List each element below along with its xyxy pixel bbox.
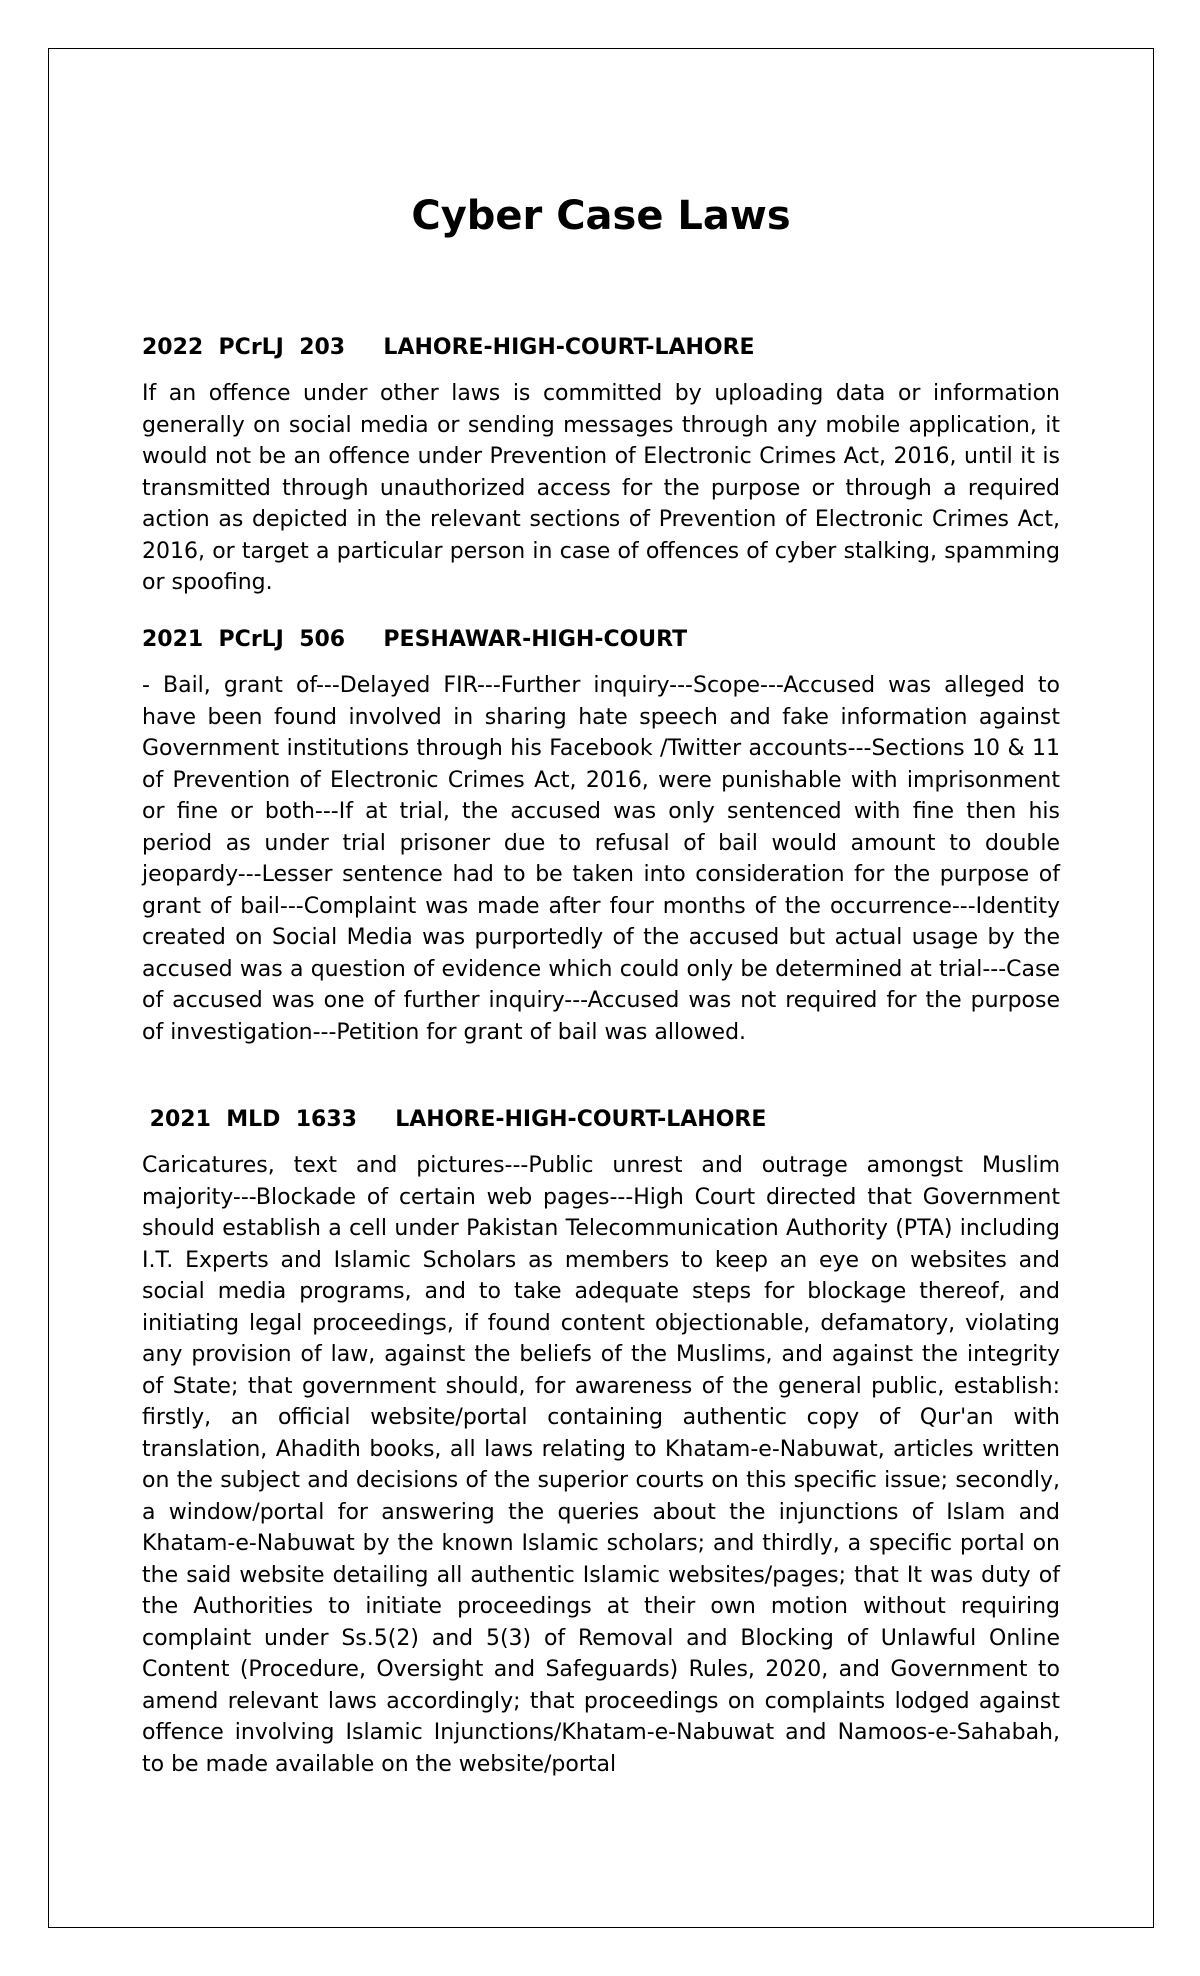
case-summary: If an offence under other laws is committed by uploading data or information generally on social media or sending messages through any mobile application, it would not be an offence under Prevention of Electronic Crimes Act, 2016, until it is transmitted through unauthorized access for the purpose or through a required action as depicted in the relevant sections of Prevention of Electronic Crimes Act, 2016, or target a particular person in case of offences of cyber stalking, spamming or spoofing. xyxy=(142,381,1060,595)
case-entry xyxy=(142,624,1060,1048)
case-citation: 2021 MLD 1633 xyxy=(142,1107,357,1132)
case-entry xyxy=(142,1104,1060,1780)
case-heading xyxy=(142,624,1060,656)
case-citation: 2021 PCrLJ 506 xyxy=(142,627,346,652)
case-entry xyxy=(142,332,1060,599)
case-heading xyxy=(142,332,1060,364)
case-heading xyxy=(142,1104,1060,1136)
case-court: PESHAWAR-HIGH-COURT xyxy=(383,627,688,652)
case-summary: Caricatures, text and pictures---Public unrest and outrage amongst Muslim majority---Blockade of certain web pages---High Court directed that Government should establish a cell under Pakistan Telecommunication Authority (PTA) including I.T. Experts and Islamic Scholars as members to keep an eye on websites and social media programs, and to take adequate steps for blockage thereof, and initiating legal proceedings, if found content objectionable, defamatory, violating any provision of law, against the beliefs of the Muslims, and against the integrity of State; that government should, for awareness of the general public, establish: firstly, an official website/portal containing authentic copy of Qur'an with translation, Ahadith books, all laws relating to Khatam-e-Nabuwat, articles written on the subject and decisions of the superior courts on this specific issue; secondly, a window/portal for answering the queries about the injunctions of Islam and Khatam-e-Nabuwat by the known Islamic scholars; and thirdly, a specific portal on the said website detailing all authentic Islamic websites/pages; that It was duty of the Authorities to initiate proceedings at their own motion without requiring complaint under Ss.5(2) and 5(3) of Removal and Blocking of Unlawful Online Content (Procedure, Oversight and Safeguards) Rules, 2020, and Government to amend relevant laws accordingly; that proceedings on complaints lodged against offence involving Islamic Injunctions/Khatam-e-Nabuwat and Namoos-e-Sahabah, to be made available on the website/portal xyxy=(142,1153,1060,1777)
case-citation: 2022 PCrLJ 203 xyxy=(142,335,346,360)
document-title: Cyber Case Laws xyxy=(411,193,791,239)
case-court: LAHORE-HIGH-COURT-LAHORE xyxy=(395,1107,767,1132)
case-summary: - Bail, grant of---Delayed FIR---Further inquiry---Scope---Accused was alleged to have been found involved in sharing hate speech and fake information against Government institutions through his Facebook /Twitter accounts---Sections 10 & 11 of Prevention of Electronic Crimes Act, 2016, were punishable with imprisonment or fine or both---If at trial, the accused was only sentenced with fine then his period as under trial prisoner due to refusal of bail would amount to double jeopardy---Lesser sentence had to be taken into consideration for the purpose of grant of bail---Complaint was made after four months of the occurrence---Identity created on Social Media was purportedly of the accused but actual usage by the accused was a question of evidence which could only be determined at trial---Case of accused was one of further inquiry---Accused was not required for the purpose of investigation---Petition for grant of bail was allowed. xyxy=(142,673,1060,1045)
case-court: LAHORE-HIGH-COURT-LAHORE xyxy=(383,335,755,360)
